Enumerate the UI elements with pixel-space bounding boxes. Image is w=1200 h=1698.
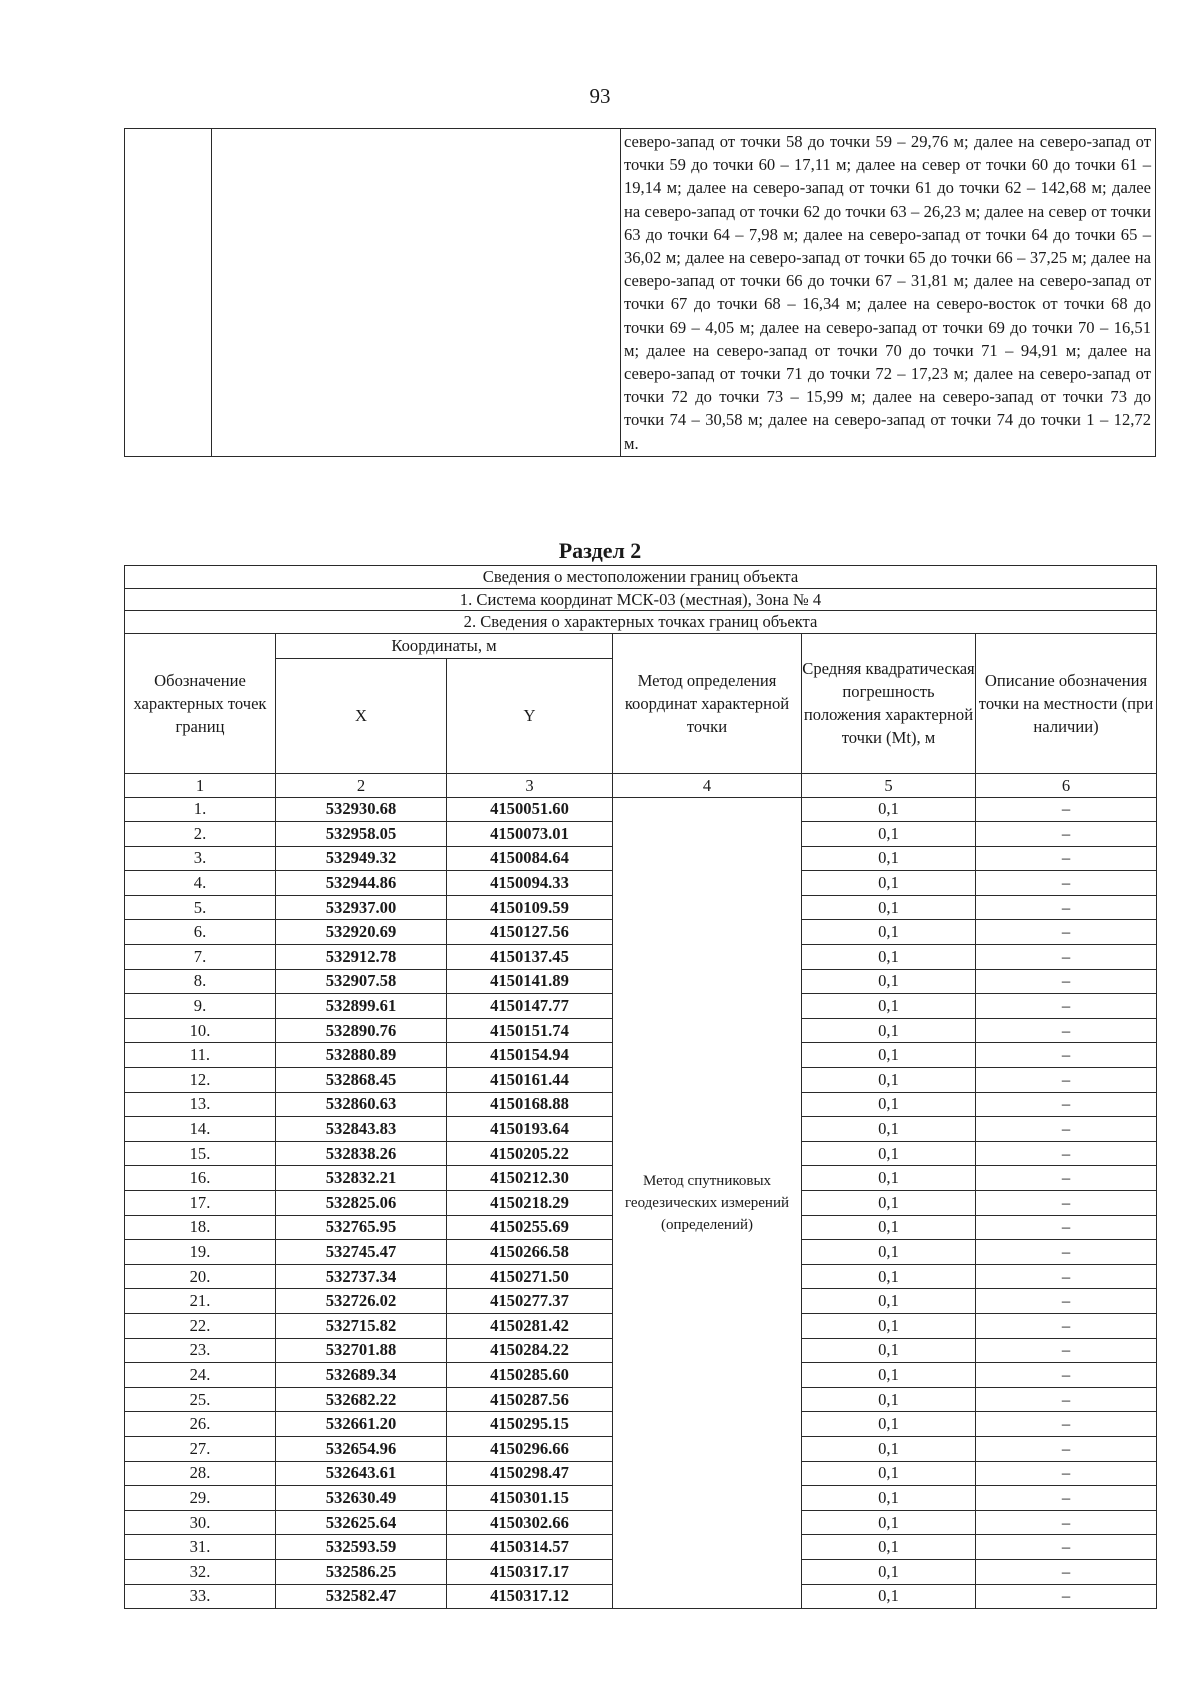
description-cell: – — [976, 1486, 1157, 1511]
y-coordinate-cell: 4150218.29 — [447, 1191, 613, 1216]
description-cell: – — [976, 1412, 1157, 1437]
coordinate-rows — [125, 797, 1157, 1609]
y-coordinate-cell: 4150302.66 — [447, 1510, 613, 1535]
point-number-cell: 28. — [125, 1461, 276, 1486]
error-cell: 0,1 — [802, 969, 976, 994]
description-cell: – — [976, 1264, 1157, 1289]
point-number-cell: 11. — [125, 1043, 276, 1068]
header-coordinates: Координаты, м — [276, 633, 613, 658]
table-row — [125, 129, 1156, 457]
y-coordinate-cell: 4150295.15 — [447, 1412, 613, 1437]
x-coordinate-cell: 532586.25 — [276, 1559, 447, 1584]
empty-cell — [125, 129, 212, 457]
error-cell: 0,1 — [802, 1338, 976, 1363]
point-number-cell: 22. — [125, 1313, 276, 1338]
point-number-cell: 15. — [125, 1141, 276, 1166]
x-coordinate-cell: 532661.20 — [276, 1412, 447, 1437]
x-coordinate-cell: 532899.61 — [276, 994, 447, 1019]
x-coordinate-cell: 532868.45 — [276, 1068, 447, 1093]
point-number-cell: 27. — [125, 1436, 276, 1461]
x-coordinate-cell: 532944.86 — [276, 871, 447, 896]
x-coordinate-cell: 532937.00 — [276, 895, 447, 920]
error-cell: 0,1 — [802, 1584, 976, 1609]
description-cell: – — [976, 1166, 1157, 1191]
x-coordinate-cell: 532643.61 — [276, 1461, 447, 1486]
error-cell: 0,1 — [802, 1166, 976, 1191]
y-coordinate-cell: 4150073.01 — [447, 822, 613, 847]
description-cell: – — [976, 1018, 1157, 1043]
point-number-cell: 20. — [125, 1264, 276, 1289]
error-cell: 0,1 — [802, 1510, 976, 1535]
description-cell: – — [976, 1363, 1157, 1388]
x-coordinate-cell: 532726.02 — [276, 1289, 447, 1314]
error-cell: 0,1 — [802, 1215, 976, 1240]
x-coordinate-cell: 532701.88 — [276, 1338, 447, 1363]
error-cell: 0,1 — [802, 797, 976, 822]
y-coordinate-cell: 4150151.74 — [447, 1018, 613, 1043]
point-number-cell: 14. — [125, 1117, 276, 1142]
description-cell: – — [976, 1215, 1157, 1240]
boundary-description-cell — [620, 129, 1155, 457]
y-coordinate-cell: 4150094.33 — [447, 871, 613, 896]
description-cell: – — [976, 1338, 1157, 1363]
x-coordinate-cell: 532880.89 — [276, 1043, 447, 1068]
error-cell: 0,1 — [802, 920, 976, 945]
description-cell: – — [976, 1092, 1157, 1117]
x-coordinate-cell: 532682.22 — [276, 1387, 447, 1412]
x-coordinate-cell: 532912.78 — [276, 945, 447, 970]
point-number-cell: 25. — [125, 1387, 276, 1412]
y-coordinate-cell: 4150051.60 — [447, 797, 613, 822]
y-coordinate-cell: 4150314.57 — [447, 1535, 613, 1560]
x-coordinate-cell: 532838.26 — [276, 1141, 447, 1166]
point-number-cell: 21. — [125, 1289, 276, 1314]
x-coordinate-cell: 532930.68 — [276, 797, 447, 822]
x-coordinate-cell: 532949.32 — [276, 846, 447, 871]
point-number-cell: 2. — [125, 822, 276, 847]
error-cell: 0,1 — [802, 846, 976, 871]
y-coordinate-cell: 4150296.66 — [447, 1436, 613, 1461]
y-coordinate-cell: 4150284.22 — [447, 1338, 613, 1363]
y-coordinate-cell: 4150137.45 — [447, 945, 613, 970]
x-coordinate-cell: 532630.49 — [276, 1486, 447, 1511]
error-cell: 0,1 — [802, 895, 976, 920]
y-coordinate-cell: 4150298.47 — [447, 1461, 613, 1486]
table-row — [125, 797, 1157, 822]
x-coordinate-cell: 532765.95 — [276, 1215, 447, 1240]
point-number-cell: 24. — [125, 1363, 276, 1388]
x-coordinate-cell: 532907.58 — [276, 969, 447, 994]
description-cell: – — [976, 846, 1157, 871]
y-coordinate-cell: 4150154.94 — [447, 1043, 613, 1068]
y-coordinate-cell: 4150141.89 — [447, 969, 613, 994]
x-coordinate-cell: 532689.34 — [276, 1363, 447, 1388]
column-number: 3 — [447, 773, 613, 797]
column-number: 4 — [613, 773, 802, 797]
header-designation: Обозначение характерных точек границ — [125, 633, 276, 773]
header-error: Средняя квадратическая погрешность положения характерной точки (Mt), м — [802, 633, 976, 773]
y-coordinate-cell: 4150255.69 — [447, 1215, 613, 1240]
description-cell: – — [976, 1510, 1157, 1535]
description-cell: – — [976, 895, 1157, 920]
point-number-cell: 3. — [125, 846, 276, 871]
point-number-cell: 6. — [125, 920, 276, 945]
error-cell: 0,1 — [802, 1191, 976, 1216]
y-coordinate-cell: 4150277.37 — [447, 1289, 613, 1314]
header-y: Y — [447, 658, 613, 773]
section-title: Раздел 2 — [558, 538, 642, 563]
error-cell: 0,1 — [802, 1559, 976, 1584]
point-number-cell: 13. — [125, 1092, 276, 1117]
y-coordinate-cell: 4150271.50 — [447, 1264, 613, 1289]
point-number-cell: 23. — [125, 1338, 276, 1363]
point-number-cell: 7. — [125, 945, 276, 970]
table-title-2: 1. Система координат МСК-03 (местная), Зона № 4 — [125, 588, 1157, 611]
description-cell: – — [976, 1141, 1157, 1166]
y-coordinate-cell: 4150147.77 — [447, 994, 613, 1019]
error-cell: 0,1 — [802, 1018, 976, 1043]
description-cell: – — [976, 1387, 1157, 1412]
table-title-row — [125, 611, 1157, 634]
x-coordinate-cell: 532745.47 — [276, 1240, 447, 1265]
point-number-cell: 10. — [125, 1018, 276, 1043]
table-title-row — [125, 588, 1157, 611]
point-number-cell: 18. — [125, 1215, 276, 1240]
x-coordinate-cell: 532890.76 — [276, 1018, 447, 1043]
error-cell: 0,1 — [802, 871, 976, 896]
x-coordinate-cell: 532715.82 — [276, 1313, 447, 1338]
table-title-1: Сведения о местоположении границ объекта — [125, 566, 1157, 589]
error-cell: 0,1 — [802, 1461, 976, 1486]
point-number-cell: 26. — [125, 1412, 276, 1437]
x-coordinate-cell: 532860.63 — [276, 1092, 447, 1117]
x-coordinate-cell: 532832.21 — [276, 1166, 447, 1191]
x-coordinate-cell: 532625.64 — [276, 1510, 447, 1535]
description-cell: – — [976, 994, 1157, 1019]
point-number-cell: 30. — [125, 1510, 276, 1535]
description-cell: – — [976, 1313, 1157, 1338]
error-cell: 0,1 — [802, 1264, 976, 1289]
y-coordinate-cell: 4150168.88 — [447, 1092, 613, 1117]
point-number-cell: 8. — [125, 969, 276, 994]
point-number-cell: 29. — [125, 1486, 276, 1511]
error-cell: 0,1 — [802, 822, 976, 847]
x-coordinate-cell: 532958.05 — [276, 822, 447, 847]
point-number-cell: 31. — [125, 1535, 276, 1560]
column-number: 5 — [802, 773, 976, 797]
y-coordinate-cell: 4150266.58 — [447, 1240, 613, 1265]
column-number: 1 — [125, 773, 276, 797]
point-number-cell: 12. — [125, 1068, 276, 1093]
header-description: Описание обозначения точки на местности (при наличии) — [976, 633, 1157, 773]
description-cell: – — [976, 1043, 1157, 1068]
page-number: 93 — [589, 84, 611, 108]
description-cell: – — [976, 1240, 1157, 1265]
y-coordinate-cell: 4150109.59 — [447, 895, 613, 920]
description-cell: – — [976, 1117, 1157, 1142]
x-coordinate-cell: 532593.59 — [276, 1535, 447, 1560]
error-cell: 0,1 — [802, 1141, 976, 1166]
description-cell: – — [976, 1068, 1157, 1093]
y-coordinate-cell: 4150301.15 — [447, 1486, 613, 1511]
description-cell: – — [976, 1535, 1157, 1560]
error-cell: 0,1 — [802, 945, 976, 970]
error-cell: 0,1 — [802, 1068, 976, 1093]
boundary-description-table — [124, 128, 1156, 457]
description-cell: – — [976, 920, 1157, 945]
y-coordinate-cell: 4150317.12 — [447, 1584, 613, 1609]
description-cell: – — [976, 1584, 1157, 1609]
error-cell: 0,1 — [802, 1535, 976, 1560]
header-method: Метод определения координат характерной точки — [613, 633, 802, 773]
point-number-cell: 1. — [125, 797, 276, 822]
point-number-cell: 16. — [125, 1166, 276, 1191]
description-cell: – — [976, 1191, 1157, 1216]
point-number-cell: 9. — [125, 994, 276, 1019]
description-cell: – — [976, 969, 1157, 994]
y-coordinate-cell: 4150281.42 — [447, 1313, 613, 1338]
empty-cell — [211, 129, 620, 457]
description-cell: – — [976, 945, 1157, 970]
description-cell: – — [976, 1559, 1157, 1584]
x-coordinate-cell: 532737.34 — [276, 1264, 447, 1289]
error-cell: 0,1 — [802, 1387, 976, 1412]
boundary-description-text: северо-запад от точки 58 до точки 59 – 29,76 м; далее на северо-запад от точки 59 до точки 60 – 17,11 м; далее на север от точки 60 до точки 61 – 19,14 м; далее на северо-запад от точки 61 до точки 62 – 142,68 м; далее на северо-запад от точки 62 до точки 63 – 26,23 м; далее на север от точки 63 до точки 64 – 7,98 м; далее на северо-запад от точки 64 до точки 65 – 36,02 м; далее на северо-запад от точки 65 до точки 66 – 37,25 м; далее на северо-запад от точки 66 до точки 67 – 31,81 м; далее на северо-запад от точки 67 до точки 68 – 16,34 м; далее на северо-восток от точки 68 до точки 69 – 4,05 м; далее на северо-запад от точки 69 до точки 70 – 16,51 м; далее на северо-запад от точки 70 до точки 71 – 94,91 м; далее на северо-запад от точки 71 до точки 72 – 17,23 м; далее на северо-запад от точки 72 до точки 73 – 15,99 м; далее на северо-запад от точки 73 до точки 74 – 30,58 м; далее на северо-запад от точки 74 до точки 1 – 12,72 м. — [623, 132, 1151, 453]
error-cell: 0,1 — [802, 1363, 976, 1388]
error-cell: 0,1 — [802, 1436, 976, 1461]
table-title-row — [125, 566, 1157, 589]
error-cell: 0,1 — [802, 1117, 976, 1142]
x-coordinate-cell: 532843.83 — [276, 1117, 447, 1142]
header-row — [125, 633, 1157, 658]
x-coordinate-cell: 532582.47 — [276, 1584, 447, 1609]
y-coordinate-cell: 4150193.64 — [447, 1117, 613, 1142]
point-number-cell: 4. — [125, 871, 276, 896]
column-number: 6 — [976, 773, 1157, 797]
description-cell: – — [976, 797, 1157, 822]
description-cell: – — [976, 1436, 1157, 1461]
table-title-3: 2. Сведения о характерных точках границ объекта — [125, 611, 1157, 634]
description-cell: – — [976, 871, 1157, 896]
x-coordinate-cell: 532825.06 — [276, 1191, 447, 1216]
error-cell: 0,1 — [802, 1043, 976, 1068]
x-coordinate-cell: 532920.69 — [276, 920, 447, 945]
error-cell: 0,1 — [802, 1412, 976, 1437]
point-number-cell: 19. — [125, 1240, 276, 1265]
header-x: X — [276, 658, 447, 773]
point-number-cell: 5. — [125, 895, 276, 920]
error-cell: 0,1 — [802, 1486, 976, 1511]
y-coordinate-cell: 4150287.56 — [447, 1387, 613, 1412]
description-cell: – — [976, 1289, 1157, 1314]
error-cell: 0,1 — [802, 1289, 976, 1314]
error-cell: 0,1 — [802, 994, 976, 1019]
point-number-cell: 33. — [125, 1584, 276, 1609]
error-cell: 0,1 — [802, 1092, 976, 1117]
y-coordinate-cell: 4150317.17 — [447, 1559, 613, 1584]
error-cell: 0,1 — [802, 1240, 976, 1265]
y-coordinate-cell: 4150161.44 — [447, 1068, 613, 1093]
y-coordinate-cell: 4150212.30 — [447, 1166, 613, 1191]
x-coordinate-cell: 532654.96 — [276, 1436, 447, 1461]
description-cell: – — [976, 822, 1157, 847]
y-coordinate-cell: 4150127.56 — [447, 920, 613, 945]
method-cell: Метод спутниковых геодезических измерений (определений) — [613, 797, 802, 1609]
y-coordinate-cell: 4150285.60 — [447, 1363, 613, 1388]
point-number-cell: 32. — [125, 1559, 276, 1584]
point-number-cell: 17. — [125, 1191, 276, 1216]
column-number-row — [125, 773, 1157, 797]
y-coordinate-cell: 4150084.64 — [447, 846, 613, 871]
coordinates-table — [124, 565, 1157, 1609]
column-number: 2 — [276, 773, 447, 797]
description-cell: – — [976, 1461, 1157, 1486]
error-cell: 0,1 — [802, 1313, 976, 1338]
y-coordinate-cell: 4150205.22 — [447, 1141, 613, 1166]
